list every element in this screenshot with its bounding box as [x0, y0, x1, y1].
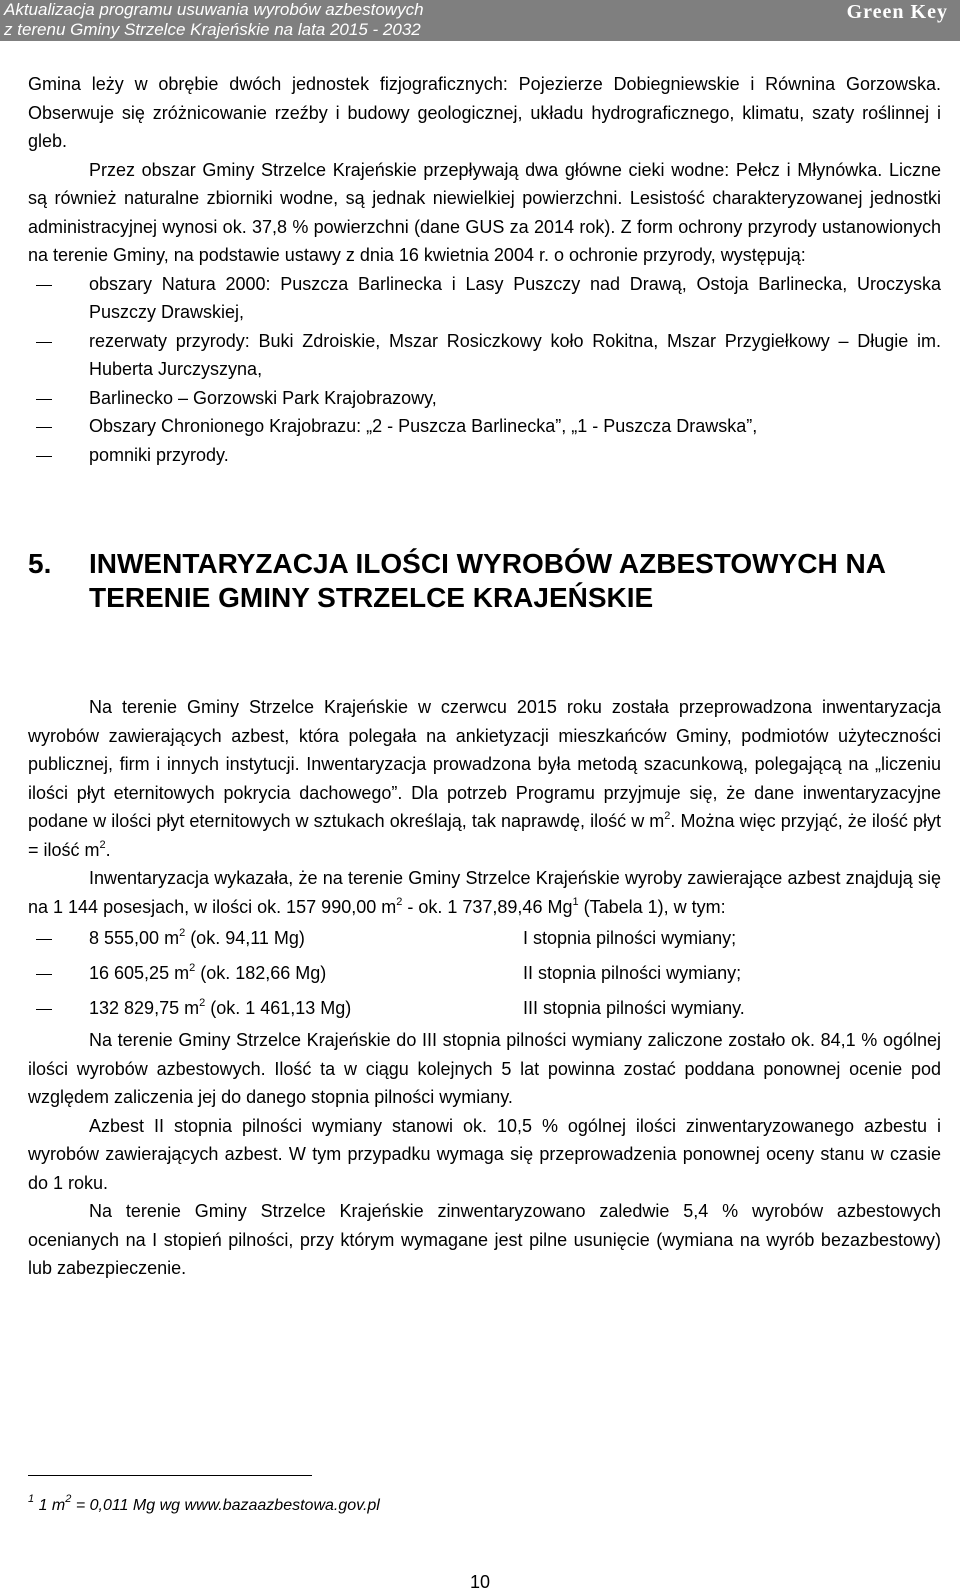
list-item: obszary Natura 2000: Puszcza Barlinecka i Lasy Puszczy nad Drawą, Ostoja Barlinecka, Uroczyska Puszczy Drawskiej,	[28, 270, 941, 327]
superscript: 2	[396, 895, 403, 908]
list-item	[28, 921, 941, 956]
amount-area: 8 555,00 m	[89, 928, 180, 948]
header-title	[4, 0, 424, 40]
body-paragraph-1-text-b: . Można więc przyjąć, że ilość płyt = ilość m	[28, 811, 941, 860]
footnote	[28, 1493, 380, 1515]
amount-area: 132 829,75 m	[89, 998, 200, 1018]
footnote-separator	[28, 1475, 312, 1476]
intro-paragraph-2: Przez obszar Gminy Strzelce Krajeńskie przepływają dwa główne cieki wodne: Pełcz i Młynówka. Liczne są również naturalne zbiorniki wodne, są jednak niewielkiej powierzchni. Lesistość charakteryzowanej jednostki administracyjnej wynosi ok. 37,8 % powierzchni (dane GUS za 2014 rok). Z form ochrony przyrody ustanowionych na terenie Gminy, na podstawie ustawy z dnia 16 kwietnia 2004 r. o ochronie przyrody, występują:	[28, 159, 941, 265]
amounts-list	[28, 921, 941, 1026]
footnote-text: 1 m	[34, 1497, 66, 1514]
body-paragraph-3: Na terenie Gminy Strzelce Krajeńskie do III stopnia pilności wymiany zaliczone zostało ok. 84,1 % ogólnej ilości wyrobów azbestowych. Ilość ta w ciągu kolejnych 5 lat powinna zostać poddana ponownej ocenie pod względem zaliczenia jej do danego stopnia pilności wymiany.	[28, 1030, 941, 1107]
header-title-line2: z terenu Gminy Strzelce Krajeńskie na lata 2015 - 2032	[4, 20, 421, 39]
section-number: 5.	[28, 548, 52, 579]
list-item: Barlinecko – Gorzowski Park Krajobrazowy,	[28, 384, 941, 413]
section-title: INWENTARYZACJA ILOŚCI WYROBÓW AZBESTOWYCH NA TERENIE GMINY STRZELCE KRAJEŃSKIE	[89, 548, 885, 613]
header-brand: Green Key	[846, 1, 948, 23]
superscript: 2	[199, 997, 206, 1009]
body-paragraph-2-text: Inwentaryzacja wykazała, że na terenie Gminy Strzelce Krajeńskie wyroby zawierające azbest znajdują się na 1 144 posesjach, w ilości ok. 157 990,00 m	[28, 868, 941, 917]
footnote-text-b: = 0,011 Mg wg www.bazaazbestowa.gov.pl	[71, 1497, 380, 1514]
protection-forms-list	[28, 270, 941, 470]
intro-paragraph-1: Gmina leży w obrębie dwóch jednostek fizjograficznych: Pojezierze Dobiegniewskie i Równina Gorzowska. Obserwuje się zróżnicowanie rzeźby i budowy geologicznej, układu hydrograficznego, klimatu, szaty roślinnej i gleb.	[28, 74, 941, 151]
amount-area: 16 605,25 m	[89, 963, 190, 983]
list-item: Obszary Chronionego Krajobrazu: „2 - Puszcza Barlinecka”, „1 - Puszcza Drawska”,	[28, 412, 941, 441]
amount-grade: III stopnia pilności wymiany.	[523, 998, 745, 1018]
amount-mass: (ok. 1 461,13 Mg)	[205, 998, 352, 1018]
footnote-mark: 1	[28, 1493, 35, 1505]
header-title-line1: Aktualizacja programu usuwania wyrobów azbestowych	[4, 0, 424, 19]
list-item	[28, 956, 941, 991]
page-header	[0, 0, 960, 41]
footnote-reference: 1	[572, 895, 579, 908]
amount-mass: (ok. 94,11 Mg)	[185, 928, 305, 948]
body-paragraph-1-text: Na terenie Gminy Strzelce Krajeńskie w czerwcu 2015 roku została przeprowadzona inwentaryzacja wyrobów zawierających azbest, która polegała na ankietyzacji mieszkańców Gminy, podmiotów użyteczności publicznej, firm i innych instytucji. Inwentaryzacja prowadzona była metodą szacunkową, polegającą na „liczeniu ilości płyt eternitowych pokrycia dachowego”. Dla potrzeb Programu przyjmuje się, że dane inwentaryzacyjne podane w ilości płyt eternitowych w sztukach określają, tak naprawdę, ilość w m	[28, 697, 941, 831]
body-paragraph-2-text-c: (Tabela 1), w tym:	[578, 896, 726, 917]
body-paragraph-1-end: .	[105, 839, 111, 860]
amount-mass: (ok. 182,66 Mg)	[195, 963, 327, 983]
body-paragraph-1	[28, 693, 941, 864]
document-body	[28, 70, 941, 1283]
amount-grade: II stopnia pilności wymiany;	[523, 963, 742, 983]
superscript: 2	[65, 1493, 72, 1505]
body-paragraph-2	[28, 864, 941, 921]
body-paragraph-2-text-b: - ok. 1 737,89,46 Mg	[402, 896, 573, 917]
amount-grade: I stopnia pilności wymiany;	[523, 928, 737, 948]
list-item	[28, 991, 941, 1026]
superscript: 2	[179, 927, 186, 939]
page-number: 10	[469, 1572, 491, 1592]
superscript: 2	[664, 810, 671, 822]
body-paragraph-4: Azbest II stopnia pilności wymiany stanowi ok. 10,5 % ogólnej ilości zinwentaryzowanego azbestu i wyrobów zawierających azbest. W tym przypadku wymaga się przeprowadzenia ponownej oceny stanu w czasie do 1 roku.	[28, 1115, 941, 1193]
superscript: 2	[189, 962, 196, 974]
list-item: pomniki przyrody.	[28, 441, 941, 470]
superscript: 2	[99, 838, 106, 851]
section-heading	[28, 547, 941, 615]
list-item: rezerwaty przyrody: Buki Zdroiskie, Mszar Rosiczkowy koło Rokitna, Mszar Przygiełkowy – Długie im. Huberta Jurczyszyna,	[28, 327, 941, 384]
body-paragraph-5: Na terenie Gminy Strzelce Krajeńskie zinwentaryzowano zaledwie 5,4 % wyrobów azbestowych ocenianych na I stopień pilności, przy którym wymagane jest pilne usunięcie (wymiana na wyrób bezazbestowy) lub zabezpieczenie.	[28, 1201, 941, 1278]
